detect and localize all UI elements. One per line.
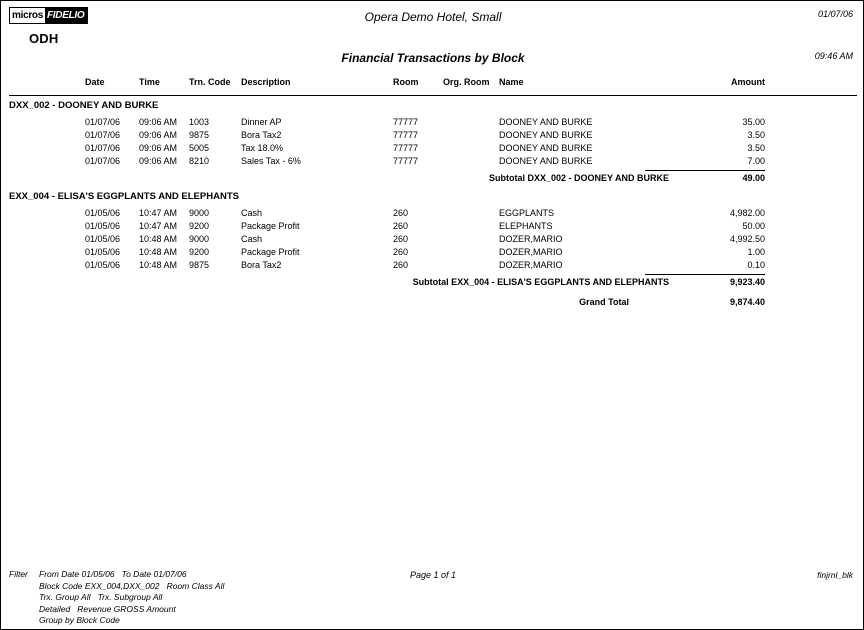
cell-trx-code: 9000 xyxy=(189,234,210,244)
cell-name: EGGPLANTS xyxy=(499,208,555,218)
cell-date: 01/05/06 xyxy=(85,247,121,257)
cell-amount: 4,982.00 xyxy=(729,208,765,218)
subtotal-amount: 49.00 xyxy=(742,173,765,183)
table-row xyxy=(9,247,857,260)
cell-trx-code: 9875 xyxy=(189,260,210,270)
cell-amount: 35.00 xyxy=(742,117,765,127)
cell-name: DOZER,MARIO xyxy=(499,234,563,244)
filter-line: Group by Block Code xyxy=(39,615,120,625)
table-row xyxy=(9,117,857,130)
cell-name: DOONEY AND BURKE xyxy=(499,117,593,127)
cell-room: 77777 xyxy=(393,130,419,140)
header-time: 09:46 AM xyxy=(814,51,853,61)
cell-time: 09:06 AM xyxy=(139,117,178,127)
cell-amount: 3.50 xyxy=(747,143,765,153)
group-title: DXX_002 - DOONEY AND BURKE xyxy=(9,100,159,111)
cell-room: 260 xyxy=(393,234,409,244)
table-row xyxy=(9,143,857,156)
cell-room: 260 xyxy=(393,221,409,231)
filter-line: Block Code EXX_004,DXX_002 Room Class All xyxy=(39,580,225,591)
cell-date: 01/07/06 xyxy=(85,130,121,140)
subtotal-rule xyxy=(645,170,765,171)
cell-description: Package Profit xyxy=(241,221,300,231)
column-header-room: Room xyxy=(393,77,419,87)
cell-trx-code: 9200 xyxy=(189,221,210,231)
cell-time: 10:47 AM xyxy=(139,208,178,218)
table-row xyxy=(9,208,857,221)
grand-total-row xyxy=(9,291,857,311)
cell-room: 260 xyxy=(393,208,409,218)
column-header-time: Time xyxy=(139,77,160,87)
cell-description: Cash xyxy=(241,208,263,218)
cell-amount: 4,992.50 xyxy=(729,234,765,244)
cell-room: 260 xyxy=(393,247,409,257)
logo-fidelio-text: FIDELIO xyxy=(45,8,87,23)
cell-date: 01/07/06 xyxy=(85,143,121,153)
table-row xyxy=(9,234,857,247)
cell-room: 77777 xyxy=(393,117,419,127)
column-header-org-room: Org. Room xyxy=(443,77,490,87)
cell-time: 09:06 AM xyxy=(139,143,178,153)
subtotal-row xyxy=(9,273,857,291)
cell-date: 01/05/06 xyxy=(85,260,121,270)
filter-label: Filter xyxy=(9,569,28,579)
subtotal-rule xyxy=(645,274,765,275)
column-header-amount: Amount xyxy=(731,77,765,87)
cell-trx-code: 9000 xyxy=(189,208,210,218)
cell-amount: 7.00 xyxy=(747,156,765,166)
cell-description: Sales Tax - 6% xyxy=(241,156,301,166)
cell-trx-code: 8210 xyxy=(189,156,210,166)
cell-name: ELEPHANTS xyxy=(499,221,553,231)
column-header-name: Name xyxy=(499,77,524,87)
page-indicator: Page 1 of 1 xyxy=(409,570,457,580)
cell-time: 10:47 AM xyxy=(139,221,178,231)
cell-description: Bora Tax2 xyxy=(241,130,282,140)
cell-amount: 0.10 xyxy=(747,260,765,270)
subtotal-label: Subtotal EXX_004 - ELISA'S EGGPLANTS AND ELEPHANTS xyxy=(412,277,669,287)
grand-total-label: Grand Total xyxy=(579,297,629,307)
cell-date: 01/07/06 xyxy=(85,156,121,166)
cell-name: DOZER,MARIO xyxy=(499,247,563,257)
group-title: EXX_004 - ELISA'S EGGPLANTS AND ELEPHANTS xyxy=(9,191,239,202)
group-header xyxy=(9,187,857,208)
cell-name: DOONEY AND BURKE xyxy=(499,156,593,166)
cell-amount: 1.00 xyxy=(747,247,765,257)
hotel-name: Opera Demo Hotel, Small xyxy=(364,10,502,24)
cell-room: 77777 xyxy=(393,143,419,153)
cell-description: Cash xyxy=(241,234,263,244)
cell-date: 01/05/06 xyxy=(85,234,121,244)
cell-date: 01/07/06 xyxy=(85,117,121,127)
cell-time: 10:48 AM xyxy=(139,260,178,270)
cell-name: DOONEY AND BURKE xyxy=(499,143,593,153)
cell-time: 10:48 AM xyxy=(139,234,178,244)
cell-description: Bora Tax2 xyxy=(241,260,282,270)
cell-date: 01/05/06 xyxy=(85,208,121,218)
property-code: ODH xyxy=(29,31,59,46)
table-row xyxy=(9,156,857,169)
transactions-table xyxy=(9,77,857,311)
header-date: 01/07/06 xyxy=(817,9,853,19)
group-header xyxy=(9,96,857,117)
cell-amount: 50.00 xyxy=(742,221,765,231)
subtotal-amount: 9,923.40 xyxy=(729,277,765,287)
cell-name: DOONEY AND BURKE xyxy=(499,130,593,140)
cell-trx-code: 5005 xyxy=(189,143,210,153)
cell-time: 10:48 AM xyxy=(139,247,178,257)
table-row xyxy=(9,221,857,234)
column-header-trx-code: Trn. Code xyxy=(189,77,231,87)
table-header-row xyxy=(9,77,857,95)
filter-line: Detailed Revenue GROSS Amount xyxy=(39,603,176,614)
subtotal-row xyxy=(9,169,857,187)
filter-line: From Date 01/05/06 To Date 01/07/06 xyxy=(39,569,187,579)
cell-description: Dinner AP xyxy=(241,117,282,127)
cell-time: 09:06 AM xyxy=(139,130,178,140)
subtotal-label: Subtotal DXX_002 - DOONEY AND BURKE xyxy=(488,173,669,183)
filter-line: Trx. Group All Trx. Subgroup All xyxy=(39,592,163,602)
cell-trx-code: 9200 xyxy=(189,247,210,257)
cell-room: 77777 xyxy=(393,156,419,166)
cell-description: Tax 18.0% xyxy=(241,143,284,153)
cell-room: 260 xyxy=(393,260,409,270)
table-row xyxy=(9,130,857,143)
logo-micros-text: micros xyxy=(12,10,43,21)
column-header-description: Description xyxy=(241,77,291,87)
page-title: Financial Transactions by Block xyxy=(341,51,525,65)
cell-description: Package Profit xyxy=(241,247,300,257)
cell-trx-code: 9875 xyxy=(189,130,210,140)
report-id: finjrnl_blk xyxy=(817,570,853,580)
grand-total-amount: 9,874.40 xyxy=(729,297,765,307)
column-header-date: Date xyxy=(85,77,105,87)
cell-trx-code: 1003 xyxy=(189,117,210,127)
cell-amount: 3.50 xyxy=(747,130,765,140)
cell-name: DOZER,MARIO xyxy=(499,260,563,270)
table-row xyxy=(9,260,857,273)
cell-date: 01/05/06 xyxy=(85,221,121,231)
cell-time: 09:06 AM xyxy=(139,156,178,166)
